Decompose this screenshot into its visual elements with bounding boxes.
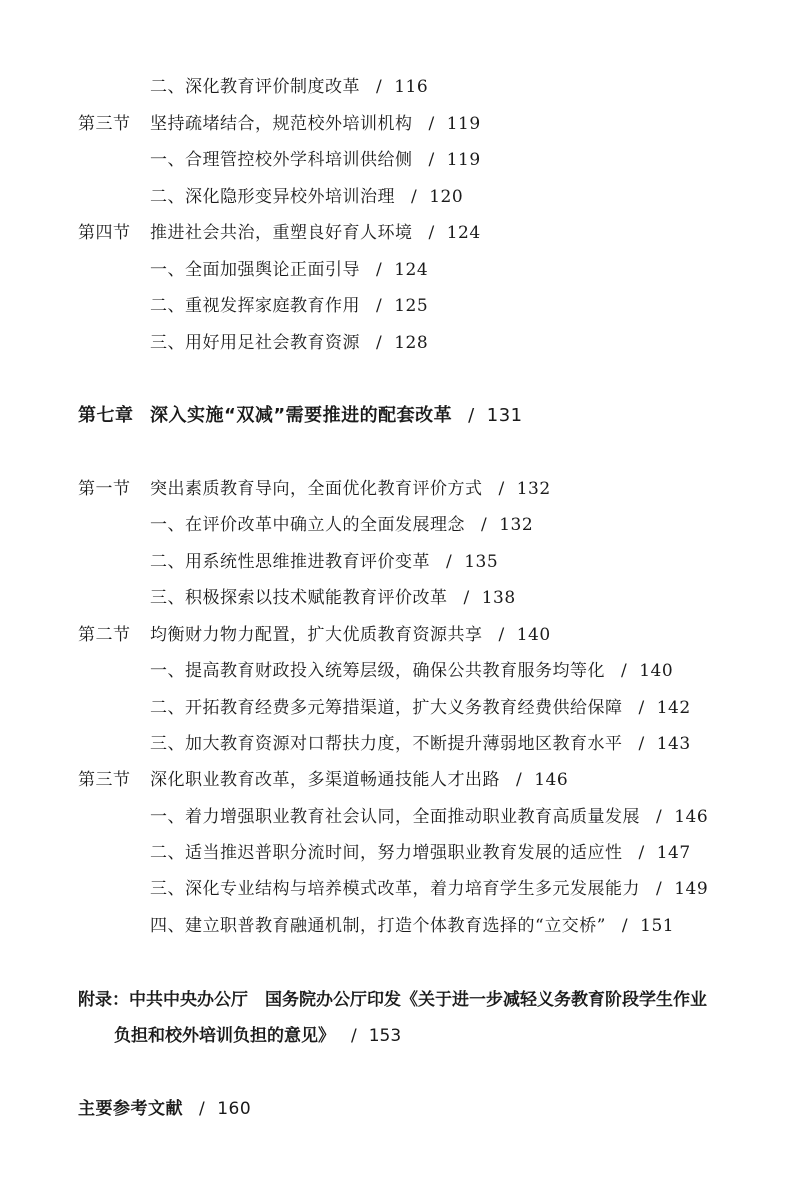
- toc-references-title: 主要参考文献: [78, 1099, 183, 1119]
- toc-page-number: 119: [446, 150, 481, 170]
- toc-page-number: 138: [481, 588, 516, 608]
- toc-page-number: 149: [674, 879, 709, 899]
- toc-page-number: 142: [656, 698, 691, 718]
- toc-entry-title: 一、着力增强职业教育社会认同，全面推动职业教育高质量发展: [150, 807, 640, 827]
- toc-page-number: 125: [394, 296, 429, 316]
- toc-entry-title: 二、深化教育评价制度改革: [150, 77, 360, 97]
- toc-entry-title: 二、开拓教育经费多元筹措渠道，扩大义务教育经费供给保障: [150, 698, 623, 718]
- toc-entry[interactable]: [150, 186, 463, 208]
- toc-separator: /: [638, 734, 645, 754]
- toc-entry[interactable]: [150, 295, 428, 317]
- toc-entry[interactable]: [150, 806, 708, 828]
- toc-entry[interactable]: [150, 842, 691, 864]
- toc-entry-title: 均衡财力物力配置，扩大优质教育资源共享: [150, 625, 483, 645]
- toc-page-number: 146: [674, 807, 709, 827]
- toc-entry-title: 一、全面加强舆论正面引导: [150, 260, 360, 280]
- toc-section-label: 第三节: [78, 770, 131, 790]
- toc-page-number: 146: [534, 770, 569, 790]
- toc-separator: /: [428, 150, 435, 170]
- toc-entry-title: 二、深化隐形变异校外培训治理: [150, 187, 395, 207]
- toc-entry-title: 坚持疏堵结合，规范校外培训机构: [150, 114, 413, 134]
- toc-separator: /: [376, 77, 383, 97]
- toc-section-label: 第一节: [78, 479, 131, 499]
- toc-separator: /: [468, 405, 475, 426]
- toc-entry[interactable]: [150, 149, 481, 171]
- toc-separator: /: [638, 843, 645, 863]
- toc-page-number: 119: [446, 114, 481, 134]
- toc-separator: /: [656, 807, 663, 827]
- toc-separator: /: [498, 625, 505, 645]
- toc-chapter-label: 第七章: [78, 405, 134, 426]
- toc-section-label: 第四节: [78, 223, 131, 243]
- toc-appendix-entry[interactable]: [78, 989, 707, 1011]
- toc-separator: /: [428, 114, 435, 134]
- toc-page-number: 160: [217, 1099, 252, 1119]
- toc-separator: /: [463, 588, 470, 608]
- toc-appendix-title-line2: 负担和校外培训负担的意见》: [114, 1026, 335, 1046]
- toc-page-number: 124: [394, 260, 429, 280]
- toc-entry[interactable]: [150, 551, 498, 573]
- toc-appendix-title-line1: 附录：中共中央办公厅 国务院办公厅印发《关于进一步减轻义务教育阶段学生作业: [78, 990, 707, 1010]
- toc-appendix-entry-continued[interactable]: [114, 1025, 401, 1047]
- toc-entry[interactable]: [150, 514, 533, 536]
- toc-entry-title: 四、建立职普教育融通机制，打造个体教育选择的“立交桥”: [150, 916, 606, 936]
- toc-entry[interactable]: [150, 878, 708, 900]
- toc-page-number: 135: [464, 552, 499, 572]
- toc-separator: /: [376, 296, 383, 316]
- toc-section-label: 第二节: [78, 625, 131, 645]
- toc-entry[interactable]: [150, 733, 691, 755]
- toc-entry-title: 三、用好用足社会教育资源: [150, 333, 360, 353]
- toc-entry-title: 深化职业教育改革，多渠道畅通技能人才出路: [150, 770, 500, 790]
- toc-entry-title: 一、在评价改革中确立人的全面发展理念: [150, 515, 465, 535]
- toc-separator: /: [498, 479, 505, 499]
- toc-entry[interactable]: [150, 259, 428, 281]
- toc-separator: /: [351, 1026, 357, 1046]
- toc-page-number: 120: [429, 187, 464, 207]
- toc-page-number: 131: [486, 405, 523, 426]
- toc-entry-title: 二、适当推迟普职分流时间，努力增强职业教育发展的适应性: [150, 843, 623, 863]
- toc-page-number: 116: [394, 77, 429, 97]
- toc-page-number: 124: [446, 223, 481, 243]
- toc-separator: /: [199, 1099, 206, 1119]
- toc-section-label: 第三节: [78, 114, 131, 134]
- toc-page-number: 153: [368, 1026, 402, 1046]
- toc-entry-title: 一、提高教育财政投入统筹层级，确保公共教育服务均等化: [150, 661, 605, 681]
- toc-entry[interactable]: [150, 660, 673, 682]
- toc-separator: /: [411, 187, 418, 207]
- toc-page-number: 132: [499, 515, 534, 535]
- toc-entry-title: 三、积极探索以技术赋能教育评价改革: [150, 588, 448, 608]
- toc-page-number: 147: [656, 843, 691, 863]
- toc-separator: /: [516, 770, 523, 790]
- toc-entry-title: 二、重视发挥家庭教育作用: [150, 296, 360, 316]
- toc-separator: /: [621, 916, 629, 936]
- toc-separator: /: [621, 661, 628, 681]
- toc-entry-title: 三、深化专业结构与培养模式改革，着力培育学生多元发展能力: [150, 879, 640, 899]
- toc-separator: /: [446, 552, 453, 572]
- toc-entry-title: 深入实施“双减”需要推进的配套改革: [150, 405, 453, 426]
- toc-entry[interactable]: [150, 587, 516, 609]
- toc-page-number: 151: [640, 916, 675, 936]
- toc-references-entry[interactable]: [78, 1098, 251, 1120]
- toc-entry[interactable]: [150, 915, 674, 937]
- toc-separator: /: [656, 879, 663, 899]
- toc-page-number: 140: [516, 625, 551, 645]
- toc-page-number: 128: [394, 333, 429, 353]
- toc-entry-title: 一、合理管控校外学科培训供给侧: [150, 150, 413, 170]
- toc-separator: /: [481, 515, 488, 535]
- toc-entry[interactable]: [150, 332, 428, 354]
- toc-separator: /: [638, 698, 645, 718]
- toc-entry-title: 推进社会共治，重塑良好育人环境: [150, 223, 413, 243]
- toc-entry-title: 突出素质教育导向，全面优化教育评价方式: [150, 479, 483, 499]
- toc-separator: /: [376, 260, 383, 280]
- toc-page-number: 140: [639, 661, 674, 681]
- toc-entry-title: 二、用系统性思维推进教育评价变革: [150, 552, 430, 572]
- toc-separator: /: [428, 223, 435, 243]
- toc-page-number: 143: [656, 734, 691, 754]
- toc-page-number: 132: [516, 479, 551, 499]
- toc-entry[interactable]: [150, 697, 691, 719]
- toc-entry[interactable]: [150, 76, 428, 98]
- toc-separator: /: [376, 333, 383, 353]
- toc-entry-title: 三、加大教育资源对口帮扶力度，不断提升薄弱地区教育水平: [150, 734, 623, 754]
